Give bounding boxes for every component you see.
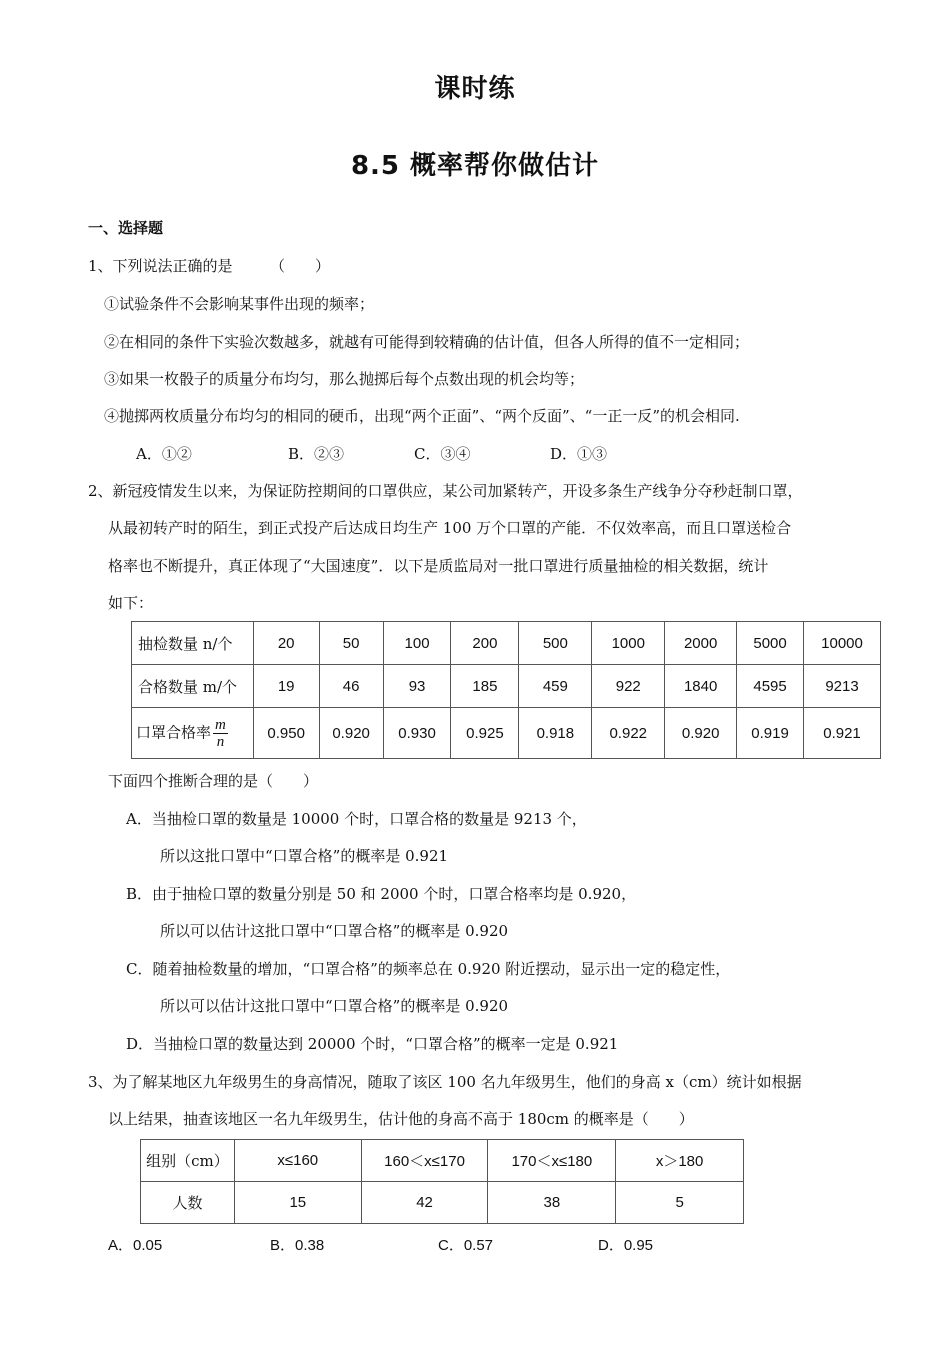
row-label-pass-rate — [132, 708, 254, 759]
lesson-title: 8.5 概率帮你做估计 — [350, 151, 600, 181]
q1-option-b: B．②③ — [288, 445, 345, 463]
table-cell: 0.920 — [665, 708, 737, 759]
table-cell: 0.919 — [737, 708, 804, 759]
table-cell: 100 — [383, 622, 451, 665]
q3-option-d: D．0.95 — [598, 1237, 654, 1254]
table-cell: 10000 — [804, 622, 881, 665]
fraction-m-over-n — [213, 717, 228, 750]
q2-line-1: 2、新冠疫情发生以来，为保证防控期间的口罩供应，某公司加紧转产，开设多条生产线争分夺秒赶制口罩， — [88, 482, 803, 500]
table-cell: 4595 — [737, 665, 804, 708]
q1-statement-1: ①试验条件不会影响某事件出现的频率； — [104, 295, 375, 313]
q1-statement-3: ③如果一枚骰子的质量分布均匀，那么抛掷后每个点数出现的机会均等； — [104, 370, 585, 388]
table-cell: 0.918 — [519, 708, 592, 759]
mask-inspection-table — [131, 621, 881, 759]
table-cell: 0.950 — [253, 708, 319, 759]
height-distribution-table — [140, 1139, 744, 1224]
q2-option-c-cont: 所以可以估计这批口罩中“口罩合格”的概率是 0.920 — [160, 997, 509, 1015]
table-cell: 200 — [451, 622, 519, 665]
table-header-cell: 160＜x≤170 — [361, 1140, 488, 1182]
table-header-cell: x＞180 — [616, 1140, 744, 1182]
q1-stem: 1、下列说法正确的是 （ ） — [88, 257, 331, 275]
table-cell: 20 — [253, 622, 319, 665]
table-header-cell: 组别（cm） — [141, 1140, 235, 1182]
table-cell: 185 — [451, 665, 519, 708]
table-cell: 922 — [592, 665, 665, 708]
q2-line-2: 从最初转产时的陌生，到正式投产后达成日均生产 100 万个口罩的产能．不仅效率高，而且口罩送检合 — [108, 519, 792, 537]
pass-rate-label: 口罩合格率 — [136, 723, 212, 741]
table-row — [141, 1182, 744, 1224]
table-cell: 0.922 — [592, 708, 665, 759]
table-row — [132, 708, 881, 759]
q2-option-d: D．当抽检口罩的数量达到 20000 个时，“口罩合格”的概率一定是 0.921 — [126, 1035, 619, 1053]
q2-option-a: A．当抽检口罩的数量是 10000 个时，口罩合格的数量是 9213 个， — [126, 810, 587, 828]
row-label-qualified-count: 合格数量 m/个 — [132, 665, 254, 708]
table-cell: 0.930 — [383, 708, 451, 759]
q2-line-4: 如下： — [108, 594, 154, 612]
table-cell: 459 — [519, 665, 592, 708]
q2-option-b: B．由于抽检口罩的数量分别是 50 和 2000 个时，口罩合格率均是 0.920， — [126, 885, 637, 903]
q1-option-d: D．①③ — [550, 445, 608, 463]
q2-prompt: 下面四个推断合理的是（ ） — [108, 772, 319, 790]
q1-option-c: C．③④ — [414, 445, 471, 463]
table-row — [141, 1140, 744, 1182]
q2-option-b-cont: 所以可以估计这批口罩中“口罩合格”的概率是 0.920 — [160, 922, 509, 940]
table-cell: 人数 — [141, 1182, 235, 1224]
table-cell: 0.921 — [804, 708, 881, 759]
table-cell: 42 — [361, 1182, 488, 1224]
table-cell: 93 — [383, 665, 451, 708]
row-label-sample-count: 抽检数量 n/个 — [132, 622, 254, 665]
table-row — [132, 622, 881, 665]
q3-option-b: B．0.38 — [270, 1237, 325, 1254]
worksheet-title: 课时练 — [434, 74, 516, 104]
q3-line-2: 以上结果，抽查该地区一名九年级男生，估计他的身高不高于 180cm 的概率是（ ） — [108, 1110, 694, 1128]
table-cell: 15 — [234, 1182, 361, 1224]
table-row — [132, 665, 881, 708]
table-cell: 9213 — [804, 665, 881, 708]
table-cell: 38 — [488, 1182, 616, 1224]
q3-option-c: C．0.57 — [438, 1237, 494, 1254]
table-cell: 0.925 — [451, 708, 519, 759]
table-cell: 0.920 — [319, 708, 383, 759]
q1-option-a: A．①② — [136, 445, 192, 463]
table-cell: 5 — [616, 1182, 744, 1224]
q1-statement-4: ④抛掷两枚质量分布均匀的相同的硬币，出现“两个正面”、“两个反面”、“一正一反”的机会相同. — [104, 407, 740, 425]
q2-line-3: 格率也不断提升，真正体现了“大国速度”．以下是质监局对一批口罩进行质量抽检的相关数据，统计 — [108, 557, 769, 575]
q3-option-a: A．0.05 — [108, 1237, 163, 1254]
q2-option-a-cont: 所以这批口罩中“口罩合格”的概率是 0.921 — [160, 847, 449, 865]
section-title: 一、选择题 — [88, 219, 164, 237]
table-header-cell: 170＜x≤180 — [488, 1140, 616, 1182]
table-header-cell: x≤160 — [234, 1140, 361, 1182]
table-cell: 19 — [253, 665, 319, 708]
q1-statement-2: ②在相同的条件下实验次数越多，就越有可能得到较精确的估计值，但各人所得的值不一定相同； — [104, 333, 750, 351]
table-cell: 1000 — [592, 622, 665, 665]
q2-option-c: C．随着抽检数量的增加，“口罩合格”的频率总在 0.920 附近摆动，显示出一定的稳定性， — [126, 960, 731, 978]
fraction-denominator: n — [216, 733, 225, 750]
table-cell: 5000 — [737, 622, 804, 665]
table-cell: 46 — [319, 665, 383, 708]
q3-line-1: 3、为了解某地区九年级男生的身高情况，随取了该区 100 名九年级男生，他们的身高 x（cm）统计如根据 — [88, 1073, 802, 1091]
table-cell: 1840 — [665, 665, 737, 708]
table-cell: 2000 — [665, 622, 737, 665]
table-cell: 500 — [519, 622, 592, 665]
fraction-numerator: m — [215, 716, 226, 733]
table-cell: 50 — [319, 622, 383, 665]
